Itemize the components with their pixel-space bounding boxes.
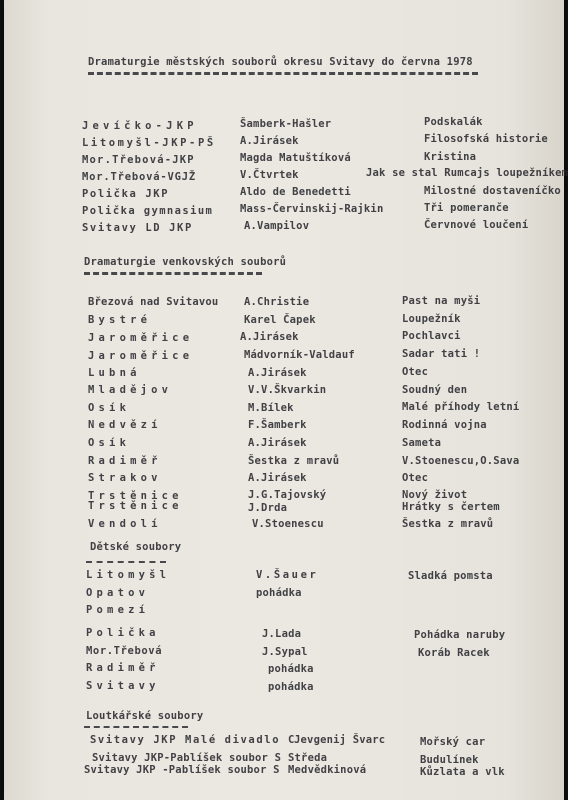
play: Pochlavci xyxy=(402,330,461,342)
play: Kristina xyxy=(424,151,477,163)
place: Polička JKP xyxy=(82,188,170,200)
author: Medvědkinová xyxy=(288,764,367,776)
author: V.V.Škvarkin xyxy=(248,384,327,396)
section-heading: Dramaturgie venkovských souborů xyxy=(84,256,287,268)
author: Středa xyxy=(288,752,328,764)
place: Svitavy JKP-Pablíšek soubor S xyxy=(92,752,282,764)
play: Milostné dostaveníčko xyxy=(424,185,561,197)
place: Opatov xyxy=(86,587,150,599)
place: Mor.Třebová xyxy=(86,645,163,657)
author: Aldo de Benedetti xyxy=(240,186,351,198)
author: Jevgenij Švarc xyxy=(294,734,386,746)
section-heading: Loutkářské soubory xyxy=(86,710,204,722)
author: V.Šauer xyxy=(256,569,319,581)
place: Svitavy xyxy=(86,680,160,692)
place: Osík xyxy=(88,437,131,449)
play: Loupežník xyxy=(402,313,461,325)
play: Tři pomeranče xyxy=(424,202,509,214)
author: F.Šamberk xyxy=(248,419,307,431)
place: Nedvězí xyxy=(88,419,162,431)
place: Březová nad Svitavou xyxy=(88,296,219,308)
section-underline xyxy=(84,272,262,275)
play: Hrátky s čertem xyxy=(402,501,500,513)
place: Jaroměřice xyxy=(88,350,194,362)
author: Šestka z mravů xyxy=(248,455,340,467)
play: Nový život xyxy=(402,489,468,501)
author: A.Jirásek xyxy=(248,367,307,379)
play: V.Stoenescu,O.Sava xyxy=(402,455,520,467)
author: pohádka xyxy=(268,663,314,675)
play: Jak se stal Rumcajs loupežníkem xyxy=(366,167,568,179)
play: Pohádka naruby xyxy=(414,629,506,641)
place: Bystré xyxy=(88,314,152,326)
place: Strakov xyxy=(88,472,162,484)
place: Trstěnice xyxy=(88,490,183,502)
play: Koráb Racek xyxy=(418,647,490,659)
play: Rodinná vojna xyxy=(402,419,487,431)
author: Karel Čapek xyxy=(244,314,316,326)
author: J.G.Tajovský xyxy=(248,489,327,501)
play: Sladká pomsta xyxy=(408,570,493,582)
place: Svitavy JKP Malé divadlo C xyxy=(90,734,296,746)
place: Jaroměřice xyxy=(88,332,194,344)
author: pohádka xyxy=(268,681,314,693)
document-title: Dramaturgie městských souborů okresu Svitavy do června 1978 xyxy=(88,56,473,68)
play: Šestka z mravů xyxy=(402,518,494,530)
author: J.Lada xyxy=(262,628,302,640)
place: Pomezí xyxy=(86,604,150,616)
place: Radiměř xyxy=(88,455,162,467)
place: Mor.Třebová-VGJŽ xyxy=(82,171,196,183)
author: A.Jirásek xyxy=(248,437,307,449)
place: Polička xyxy=(86,627,160,639)
place: Osík xyxy=(88,402,131,414)
play: Soudný den xyxy=(402,384,468,396)
play: Otec xyxy=(402,366,429,378)
play: Sadar tati ! xyxy=(402,348,481,360)
author: A.Christie xyxy=(244,296,310,308)
place: Jevíčko-JKP xyxy=(82,120,198,132)
place: Vendolí xyxy=(88,518,162,530)
author: Mass-Červinskij-Rajkin xyxy=(240,203,384,215)
author: A.Vampilov xyxy=(244,220,310,232)
author: A.Jirásek xyxy=(248,472,307,484)
place: Trstěnice xyxy=(88,500,183,512)
author: Magda Matuštíková xyxy=(240,152,351,164)
play: Podskalák xyxy=(424,116,483,128)
author: V.Stoenescu xyxy=(252,518,324,530)
author: M.Bílek xyxy=(248,402,294,414)
place: Lubná xyxy=(88,367,141,379)
play: Malé příhody letní xyxy=(402,401,520,413)
play: Filosofská historie xyxy=(424,133,548,145)
place: Radiměř xyxy=(86,662,160,674)
author: A.Jirásek xyxy=(240,135,299,147)
play: Sameta xyxy=(402,437,442,449)
author: A.Jirásek xyxy=(240,331,299,343)
place: Mladějov xyxy=(88,384,173,396)
play: Červnové loučení xyxy=(424,219,529,231)
play: Otec xyxy=(402,472,429,484)
place: Mor.Třebová-JKP xyxy=(82,154,195,166)
author: pohádka xyxy=(256,587,302,599)
place: Polička gymnasium xyxy=(82,205,214,217)
place: Litomyšl xyxy=(86,569,171,581)
author: Mádvorník-Valdauf xyxy=(244,349,355,361)
section-underline xyxy=(86,561,166,563)
author: Šamberk-Hašler xyxy=(240,118,332,130)
section-heading: Dětské soubory xyxy=(90,541,182,553)
place: Svitavy JKP -Pablíšek soubor S xyxy=(84,764,280,776)
play: Past na myši xyxy=(402,295,481,307)
play: Kůzlata a vlk xyxy=(420,766,505,778)
section-underline xyxy=(84,726,188,728)
author: V.Čtvrtek xyxy=(240,169,299,181)
author: J.Sypal xyxy=(262,646,308,658)
place: Svitavy LD JKP xyxy=(82,222,193,234)
title-underline xyxy=(88,72,478,75)
document-page xyxy=(4,0,568,800)
author: J.Drda xyxy=(248,502,288,514)
play: Mořský car xyxy=(420,736,486,748)
place: Litomyšl-JKP-PŠ xyxy=(82,137,216,149)
play: Budulínek xyxy=(420,754,479,766)
